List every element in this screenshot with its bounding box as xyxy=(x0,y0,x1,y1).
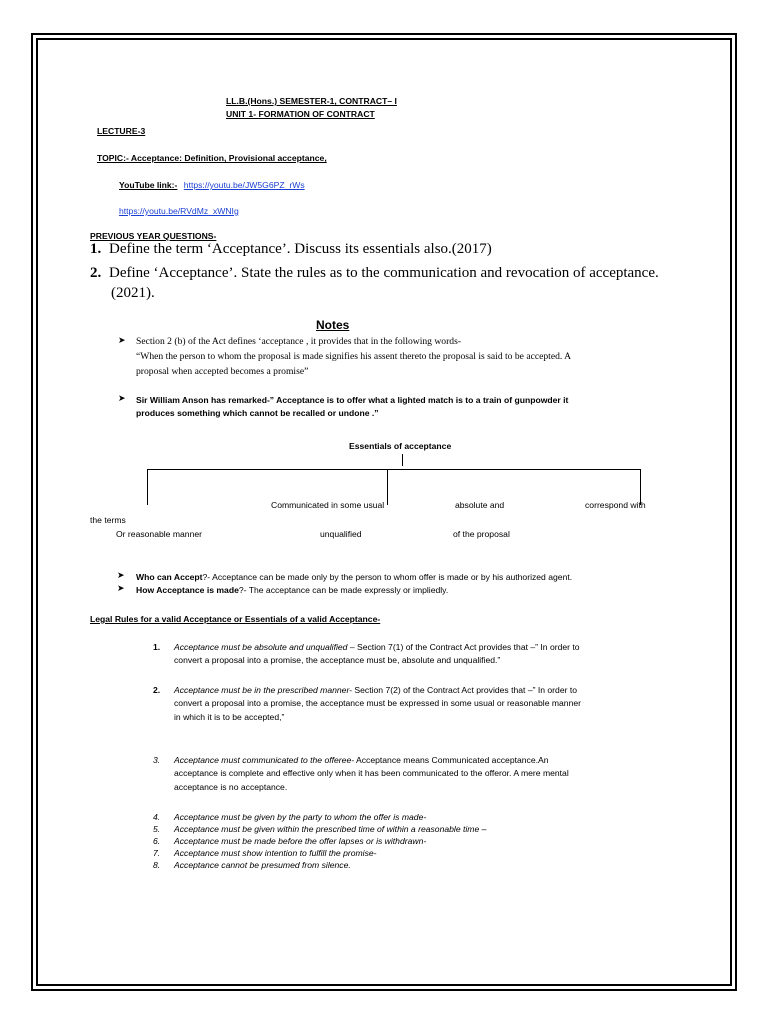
diagram-item-absolute: absolute and xyxy=(455,500,505,510)
notes-definition-quote-2: proposal when accepted becomes a promise” xyxy=(136,366,309,377)
rule-4: Acceptance must be given by the party to whom the offer is made- xyxy=(174,812,427,822)
diagram-stem xyxy=(402,454,403,466)
question-2: 2. Define ‘Acceptance’. State the rules as to the communication and revocation of acceptance. xyxy=(90,265,659,281)
topic: TOPIC:- Acceptance: Definition, Provisional acceptance, xyxy=(97,153,327,163)
header-title: LL.B.(Hons.) SEMESTER-1, CONTRACT– I xyxy=(226,96,397,106)
how-acceptance-made: How Acceptance is made?- The acceptance can be made expressly or impliedly. xyxy=(136,585,449,595)
rule-6-number: 6. xyxy=(153,836,161,846)
diagram-item-reasonable: Or reasonable manner xyxy=(116,529,202,539)
youtube-row xyxy=(119,180,305,190)
legal-rules-heading: Legal Rules for a valid Acceptance or Essentials of a valid Acceptance- xyxy=(90,614,381,624)
who-can-accept: Who can Accept?- Acceptance can be made only by the person to whom offer is made or by his authorized agent. xyxy=(136,572,573,582)
lecture-number: LECTURE-3 xyxy=(97,126,146,136)
rule-3-line-2: acceptance is complete and effective only when it has been communicated to the offeror. A mere mental xyxy=(174,768,569,778)
arrow-bullet-icon: ➤ xyxy=(118,336,126,346)
diagram-title: Essentials of acceptance xyxy=(349,441,452,451)
header-unit: UNIT 1- FORMATION OF CONTRACT xyxy=(226,109,375,119)
question-1: 1. Define the term ‘Acceptance’. Discuss its essentials also.(2017) xyxy=(90,241,492,257)
notes-heading: Notes xyxy=(316,318,350,332)
rule-3-line-3: acceptance is no acceptance. xyxy=(174,782,288,792)
question-2-year: (2021). xyxy=(111,285,155,301)
rule-8: Acceptance cannot be presumed from silence. xyxy=(174,860,351,870)
rule-7-number: 7. xyxy=(153,848,161,858)
rule-2-line-3: in which it is to be accepted,” xyxy=(174,712,285,722)
rule-6: Acceptance must be made before the offer lapses or is withdrawn- xyxy=(174,836,427,846)
diagram-branch-2 xyxy=(387,469,388,505)
arrow-bullet-icon: ➤ xyxy=(117,584,125,594)
diagram-item-communicated: Communicated in some usual xyxy=(271,500,385,510)
rule-5: Acceptance must be given within the prescribed time of within a reasonable time – xyxy=(174,824,487,834)
notes-definition-quote: “When the person to whom the proposal is made signifies his assent thereto the proposal is said to be accepted. A xyxy=(136,351,572,362)
diagram-branch-1 xyxy=(147,469,148,505)
youtube-link-1[interactable]: https://youtu.be/JW5G6PZ_rWs xyxy=(183,180,305,190)
rule-1-line-2: convert a proposal into a promise, the acceptance must be, absolute and unqualified.” xyxy=(174,655,501,665)
rule-1: Acceptance must be absolute and unqualified – Section 7(1) of the Contract Act provides that –” In order to xyxy=(174,642,580,652)
rule-1-number: 1. xyxy=(153,642,161,652)
previous-heading: PREVIOUS YEAR QUESTIONS- xyxy=(90,231,217,241)
youtube-link-2[interactable]: https://youtu.be/RVdMz_xWNIg xyxy=(119,206,239,216)
diagram-item-correspond: correspond with xyxy=(585,500,646,510)
rule-3-number: 3. xyxy=(153,755,161,765)
rule-3: Acceptance must communicated to the offeree- Acceptance means Communicated acceptance.An xyxy=(174,755,549,765)
anson-remark-2: produces something which cannot be recalled or undone .” xyxy=(136,408,379,418)
notes-section-2b: Section 2 (b) of the Act defines ‘acceptance , it provides that in the following words- xyxy=(136,336,462,347)
arrow-bullet-icon: ➤ xyxy=(118,394,126,404)
rule-8-number: 8. xyxy=(153,860,161,870)
anson-remark: Sir William Anson has remarked-” Acceptance is to offer what a lighted match is to a train of gunpowder it xyxy=(136,395,569,405)
rule-2-number: 2. xyxy=(153,685,161,695)
diagram-item-terms: the terms xyxy=(90,515,126,525)
rule-7: Acceptance must show intention to fulfill the promise- xyxy=(174,848,377,858)
rule-5-number: 5. xyxy=(153,824,161,834)
diagram-item-unqualified: unqualified xyxy=(320,529,362,539)
diagram-hline xyxy=(147,469,641,470)
rule-4-number: 4. xyxy=(153,812,161,822)
rule-2-line-2: convert a proposal into a promise, the acceptance must be expressed in some usual or reasonable manner xyxy=(174,698,581,708)
rule-2: Acceptance must be in the prescribed manner- Section 7(2) of the Contract Act provides that –” In order to xyxy=(174,685,578,695)
arrow-bullet-icon: ➤ xyxy=(117,571,125,581)
youtube-label: YouTube link:- xyxy=(119,180,178,190)
diagram-item-proposal: of the proposal xyxy=(453,529,510,539)
